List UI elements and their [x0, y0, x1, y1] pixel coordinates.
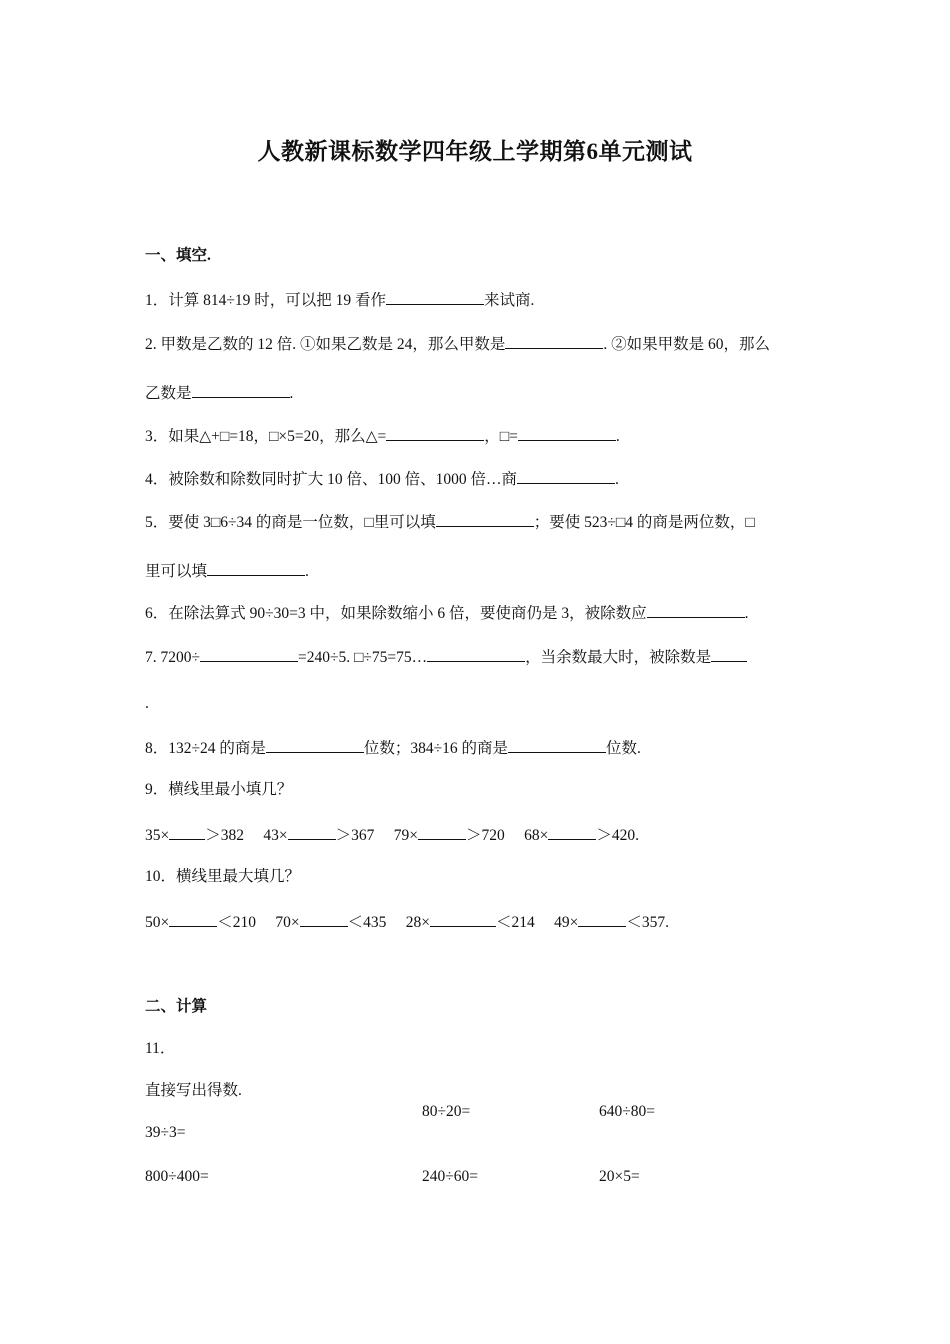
- expression-text: 68×: [524, 827, 549, 844]
- answer-blank[interactable]: [169, 910, 217, 927]
- answer-blank[interactable]: [711, 645, 747, 662]
- answer-blank[interactable]: [578, 910, 626, 927]
- answer-blank[interactable]: [508, 736, 606, 753]
- question-text: .: [305, 563, 309, 580]
- question-text: . ②如果甲数是 60，那么: [603, 336, 771, 353]
- question-text: 7. 7200÷: [145, 649, 201, 666]
- question-text: 位数；384÷16 的商是: [363, 740, 509, 757]
- question-7-cont: [145, 694, 149, 714]
- expression-text: 70×: [275, 914, 300, 931]
- answer-blank[interactable]: [207, 559, 305, 576]
- instruction-text: 直接写出得数.: [145, 1082, 242, 1099]
- expression-text: ＜210: [217, 914, 257, 931]
- question-9-row: [145, 823, 639, 846]
- question-text: =240÷5. □÷75=75…: [298, 649, 428, 666]
- question-text: 2. 甲数是乙数的 12 倍. ①如果乙数是 24，那么甲数是: [145, 336, 506, 353]
- expression-text: ＜357.: [626, 914, 670, 931]
- question-5: [145, 510, 755, 533]
- answer-blank[interactable]: [518, 424, 616, 441]
- question-text: .: [744, 605, 749, 622]
- answer-blank[interactable]: [548, 823, 596, 840]
- answer-blank[interactable]: [192, 381, 290, 398]
- question-text: ；要使 523÷□4 的商是两位数，□: [533, 514, 755, 531]
- answer-blank[interactable]: [266, 736, 364, 753]
- question-10: 10．横线里最大填几？: [145, 868, 301, 885]
- calc-item: 20×5=: [599, 1168, 640, 1185]
- expression-text: 35×: [145, 827, 170, 844]
- expression-text: 79×: [393, 827, 419, 844]
- answer-blank[interactable]: [300, 910, 348, 927]
- question-text: 8．132÷24 的商是: [145, 740, 266, 757]
- question-text: .: [615, 471, 619, 488]
- expression-text: ＞367: [335, 827, 375, 844]
- question-text: 里可以填: [145, 563, 208, 580]
- question-text: .: [145, 695, 149, 712]
- question-text: 位数.: [606, 740, 641, 757]
- expression-text: 43×: [263, 827, 288, 844]
- answer-blank[interactable]: [427, 645, 525, 662]
- question-text: 来试商.: [484, 292, 535, 309]
- answer-blank[interactable]: [288, 823, 336, 840]
- question-text: ，当余数最大时，被除数是: [525, 649, 712, 666]
- calc-item: 39÷3=: [145, 1124, 186, 1141]
- question-text: 4．被除数和除数同时扩大 10 倍、100 倍、1000 倍…商: [145, 471, 518, 488]
- question-text: 3．如果△+□=18，□×5=20，那么△=: [145, 428, 387, 445]
- expression-text: ＜435: [347, 914, 387, 931]
- calc-item: 800÷400=: [145, 1168, 209, 1185]
- section-heading-fill-blanks: 一、填空.: [145, 247, 211, 264]
- expression-text: ＜214: [496, 914, 535, 931]
- question-5-cont: [145, 559, 309, 582]
- question-7: [145, 645, 747, 668]
- question-9: 9．横线里最小填几？: [145, 781, 293, 798]
- question-6: [145, 601, 749, 624]
- question-text: 5．要使 3□6÷34 的商是一位数，□里可以填: [145, 514, 436, 531]
- answer-blank[interactable]: [386, 424, 484, 441]
- question-text: .: [615, 428, 620, 445]
- question-4: [145, 467, 619, 490]
- question-text: 1．计算 814÷19 时，可以把 19 看作: [145, 292, 387, 309]
- expression-text: ＞382: [205, 827, 245, 844]
- answer-blank[interactable]: [169, 823, 205, 840]
- calc-item: 640÷80=: [599, 1103, 655, 1120]
- section-heading-calculation: 二、计算: [145, 998, 208, 1015]
- calc-item: 80÷20=: [422, 1103, 471, 1120]
- answer-blank[interactable]: [436, 510, 534, 527]
- expression-text: 49×: [554, 914, 579, 931]
- answer-blank[interactable]: [517, 467, 615, 484]
- question-text: 乙数是: [145, 385, 192, 402]
- answer-blank[interactable]: [418, 823, 466, 840]
- expression-text: 50×: [145, 914, 170, 931]
- question-1: [145, 288, 534, 311]
- question-2: [145, 332, 770, 355]
- expression-text: 28×: [405, 914, 431, 931]
- question-text: 6．在除法算式 90÷30=3 中，如果除数缩小 6 倍，要使商仍是 3，被除数应: [145, 605, 647, 622]
- answer-blank[interactable]: [200, 645, 298, 662]
- answer-blank[interactable]: [430, 910, 496, 927]
- answer-blank[interactable]: [647, 601, 745, 618]
- calc-item: 240÷60=: [422, 1168, 478, 1185]
- expression-text: ＞720: [466, 827, 505, 844]
- answer-blank[interactable]: [505, 332, 603, 349]
- question-8: [145, 736, 641, 759]
- answer-blank[interactable]: [386, 288, 484, 305]
- question-10-row: [145, 910, 669, 933]
- question-text: .: [289, 385, 294, 402]
- question-3: [145, 424, 620, 447]
- expression-text: ＞420.: [596, 827, 640, 844]
- question-11: 11．: [145, 1040, 176, 1057]
- question-2-cont: [145, 381, 293, 404]
- question-text: ，□=: [484, 428, 518, 445]
- page-title: 人教新课标数学四年级上学期第6单元测试: [257, 139, 693, 164]
